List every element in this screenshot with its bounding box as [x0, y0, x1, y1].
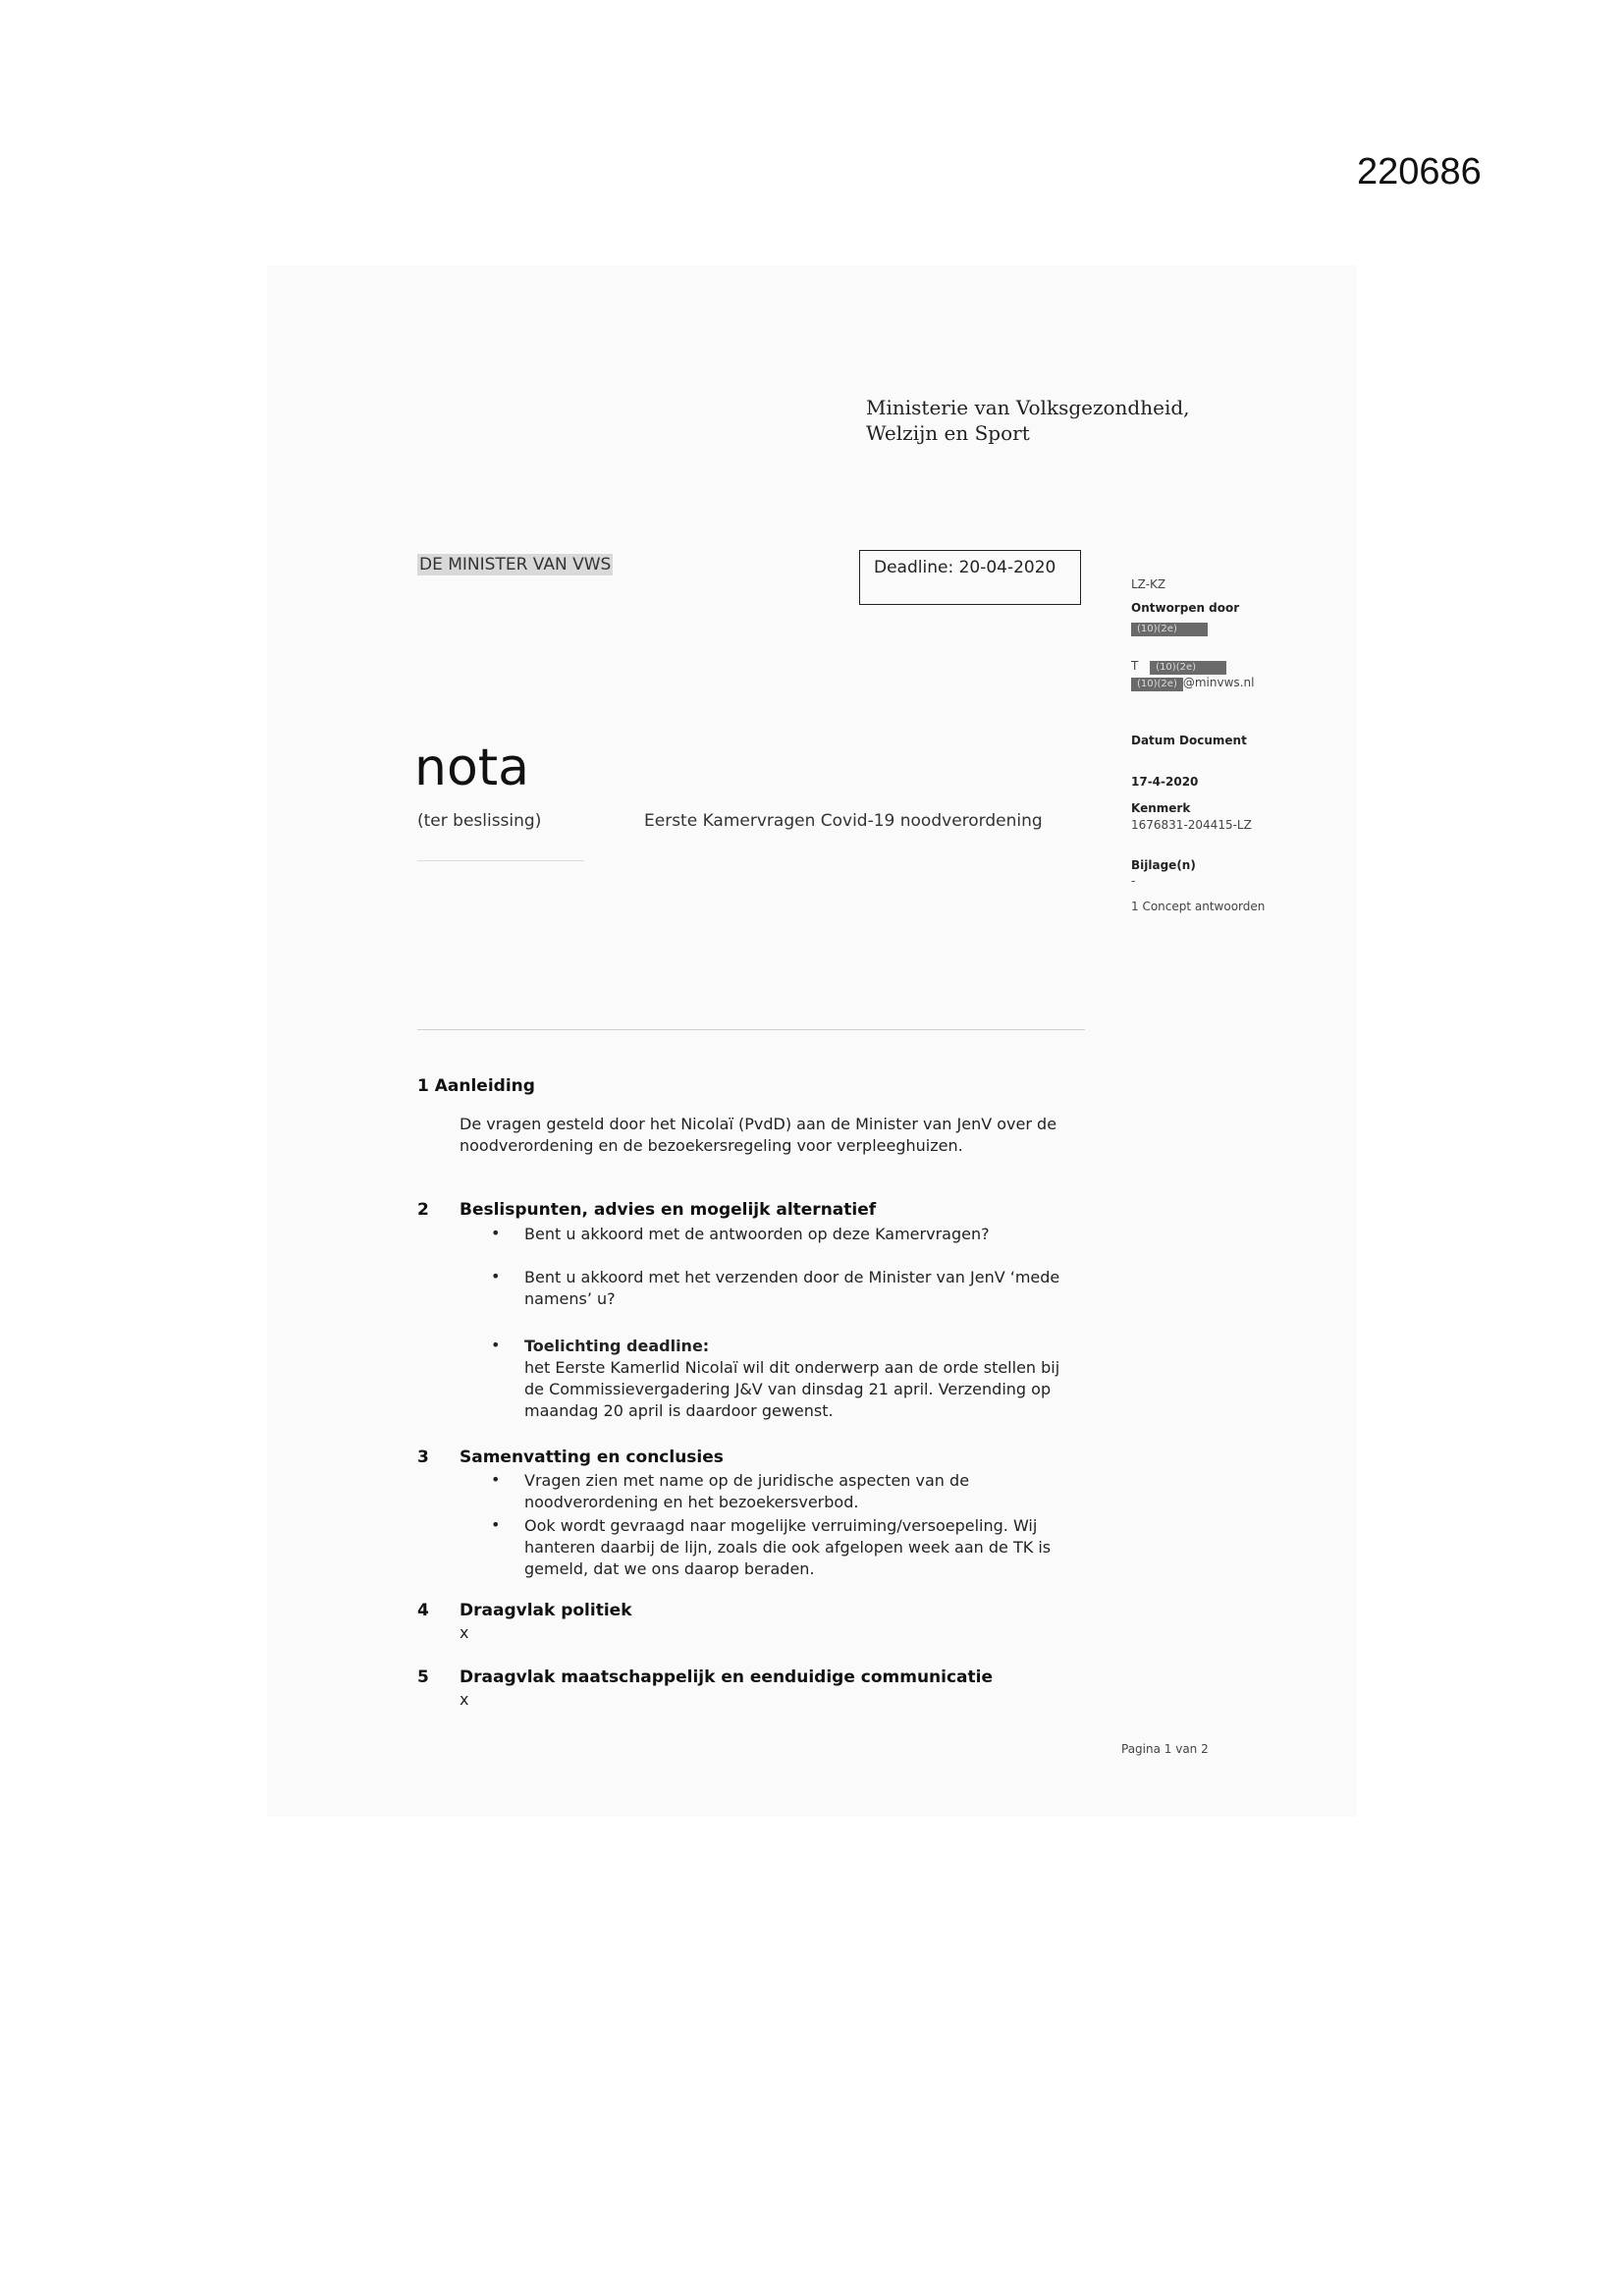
section-3-bullet-2-line-2: hanteren daarbij de lijn, zoals die ook afgelopen week aan de TK is [524, 1538, 1052, 1557]
sidebar-reference-value: 1676831-204415-LZ [1131, 818, 1252, 832]
section-1-body [460, 1114, 1056, 1157]
ministry-line-1: Ministerie van Volksgezondheid, [866, 396, 1190, 419]
divider [417, 860, 584, 861]
section-2-bullet-3-line-2: de Commissievergadering J&V van dinsdag 21 april. Verzending op [524, 1380, 1052, 1398]
bullet-icon: • [491, 1336, 501, 1354]
redaction-email: (10)(2e) [1131, 678, 1183, 691]
sidebar-reference-label: Kenmerk [1131, 801, 1191, 815]
section-4-number: 4 [417, 1601, 429, 1620]
section-2-bullet-3-line-3: maandag 20 april is daardoor gewenst. [524, 1401, 834, 1420]
ministry-line-2: Welzijn en Sport [866, 421, 1030, 445]
section-4-heading: Draagvlak politiek [460, 1601, 632, 1620]
bullet-icon: • [491, 1470, 501, 1489]
section-3-bullet-2-line-1: Ook wordt gevraagd naar mogelijke verruiming/versoepeling. Wij [524, 1516, 1038, 1535]
document-title: nota [414, 738, 530, 797]
page-number: Pagina 1 van 2 [1121, 1742, 1209, 1756]
bullet-icon: • [491, 1267, 501, 1285]
bullet-icon: • [491, 1515, 501, 1534]
section-3-heading: Samenvatting en conclusies [460, 1448, 724, 1467]
bullet-icon: • [491, 1224, 501, 1242]
section-2-bullet-3-line-1: het Eerste Kamerlid Nicolaï wil dit onderwerp aan de orde stellen bij [524, 1358, 1060, 1377]
sidebar-designed-by-label: Ontworpen door [1131, 601, 1240, 615]
sidebar-attachment-item: 1 Concept antwoorden [1131, 900, 1266, 913]
redaction-designer [1131, 617, 1208, 636]
document-number: 220686 [1357, 151, 1482, 192]
section-4-body: x [460, 1623, 469, 1642]
section-5-body: x [460, 1690, 469, 1709]
redaction-phone: (10)(2e) [1150, 661, 1226, 675]
sidebar-date-value: 17-4-2020 [1131, 775, 1199, 789]
addressee: DE MINISTER VAN VWS [419, 555, 612, 574]
sidebar-date-label: Datum Document [1131, 734, 1247, 747]
phone-prefix: T [1131, 659, 1139, 673]
deadline-explanation-heading: Toelichting deadline: [524, 1337, 710, 1355]
section-3-bullet-2 [524, 1515, 1051, 1580]
section-3-bullet-2-line-3: gemeld, dat we ons daarop beraden. [524, 1559, 815, 1578]
sidebar-attachments-dash: - [1131, 874, 1136, 888]
document-subtype: (ter beslissing) [417, 811, 542, 831]
scanned-page [267, 265, 1357, 1817]
section-2-bullet-2-line-1: Bent u akkoord met het verzenden door de Minister van JenV ‘mede [524, 1268, 1060, 1286]
section-3-bullet-1 [524, 1470, 969, 1513]
section-2-heading: Beslispunten, advies en mogelijk alternatief [460, 1200, 877, 1220]
section-2-number: 2 [417, 1200, 429, 1220]
divider [417, 1029, 1085, 1030]
section-1-line-1: De vragen gesteld door het Nicolaï (PvdD) aan de Minister van JenV over de [460, 1115, 1057, 1133]
section-3-bullet-1-line-2: noodverordening en het bezoekersverbod. [524, 1493, 859, 1511]
sidebar-attachments-label: Bijlage(n) [1131, 858, 1196, 872]
document-subject: Eerste Kamervragen Covid-19 noodverordening [644, 811, 1043, 831]
section-3-bullet-1-line-1: Vragen zien met name op de juridische aspecten van de [524, 1471, 970, 1490]
sidebar-email [1131, 676, 1254, 691]
deadline-text: Deadline: 20-04-2020 [874, 558, 1056, 577]
ministry-letterhead [866, 395, 1190, 446]
redaction-block: (10)(2e) [1131, 623, 1208, 636]
email-suffix: @minvws.nl [1182, 676, 1255, 689]
section-5-heading: Draagvlak maatschappelijk en eenduidige communicatie [460, 1667, 994, 1687]
section-3-number: 3 [417, 1448, 429, 1467]
section-2-bullet-2 [524, 1267, 1059, 1310]
section-1-line-2: noodverordening en de bezoekersregeling voor verpleeghuizen. [460, 1136, 963, 1155]
sidebar-dept: LZ-KZ [1131, 577, 1166, 591]
section-2-bullet-3 [524, 1336, 1059, 1422]
section-5-number: 5 [417, 1667, 429, 1687]
sidebar-phone [1131, 659, 1226, 675]
section-2-bullet-2-line-2: namens’ u? [524, 1289, 616, 1308]
section-2-bullet-1: Bent u akkoord met de antwoorden op deze Kamervragen? [524, 1225, 990, 1243]
section-1-heading: 1 Aanleiding [417, 1076, 535, 1096]
